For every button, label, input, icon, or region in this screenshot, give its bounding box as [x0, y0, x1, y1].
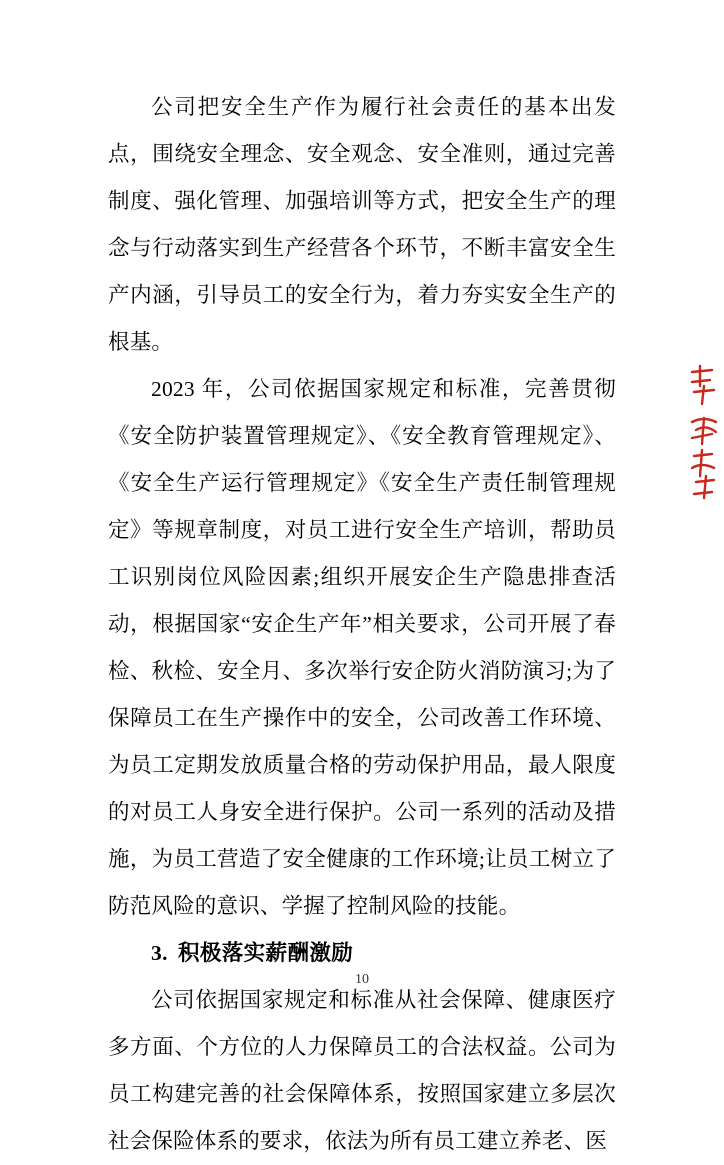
section-heading-text: 积极落实薪酬激励 — [177, 941, 354, 965]
section-heading-number: 3. — [151, 941, 168, 965]
red-seal-stamp — [690, 360, 724, 510]
paragraph-3: 公司依据国家规定和标准从社会保障、健康医疗多方面、个方位的人力保障员工的合法权益。公司为员工构建完善的社会保障体系，按照国家建立多层次社会保险体系的要求，依法为所有员工建立养老、医 — [108, 988, 616, 1153]
paragraph-1: 公司把安全生产作为履行社会责任的基本出发点，围绕安全理念、安全观念、安全准则，通过完善制度、强化管理、加强培训等方式，把安全生产的理念与行动落实到生产经营各个环节，不断丰富安全生产内涵，引导员工的安全行为，着力夯实安全生产的根基。 — [108, 95, 616, 354]
paragraph-2: 2023 年，公司依据国家规定和标准，完善贯彻《安全防护装置管理规定》、《安全教育管理规定》、《安全生产运行管理规定》《安全生产责任制管理规定》等规章制度，对员工进行安全生产培训，帮助员工识别岗位风险因素;组织开展安企生产隐患排查活动，根据国家“安企生产年”相关要求，公司开展了春检、秋检、安全月、多次举行安企防火消防演习;为了保障员工在生产操作中的安全，公司改善工作环境、为员工定期发放质量合格的劳动保护用品，最人限度的对员工人身安全进行保护。公司一系列的活动及措施，为员工营造了安全健康的工作环境;让员工树立了防范风险的意识、学握了控制风险的技能。 — [108, 377, 616, 918]
page-number: 10 — [355, 972, 369, 987]
document-body — [108, 84, 616, 1165]
section-heading — [108, 930, 616, 977]
